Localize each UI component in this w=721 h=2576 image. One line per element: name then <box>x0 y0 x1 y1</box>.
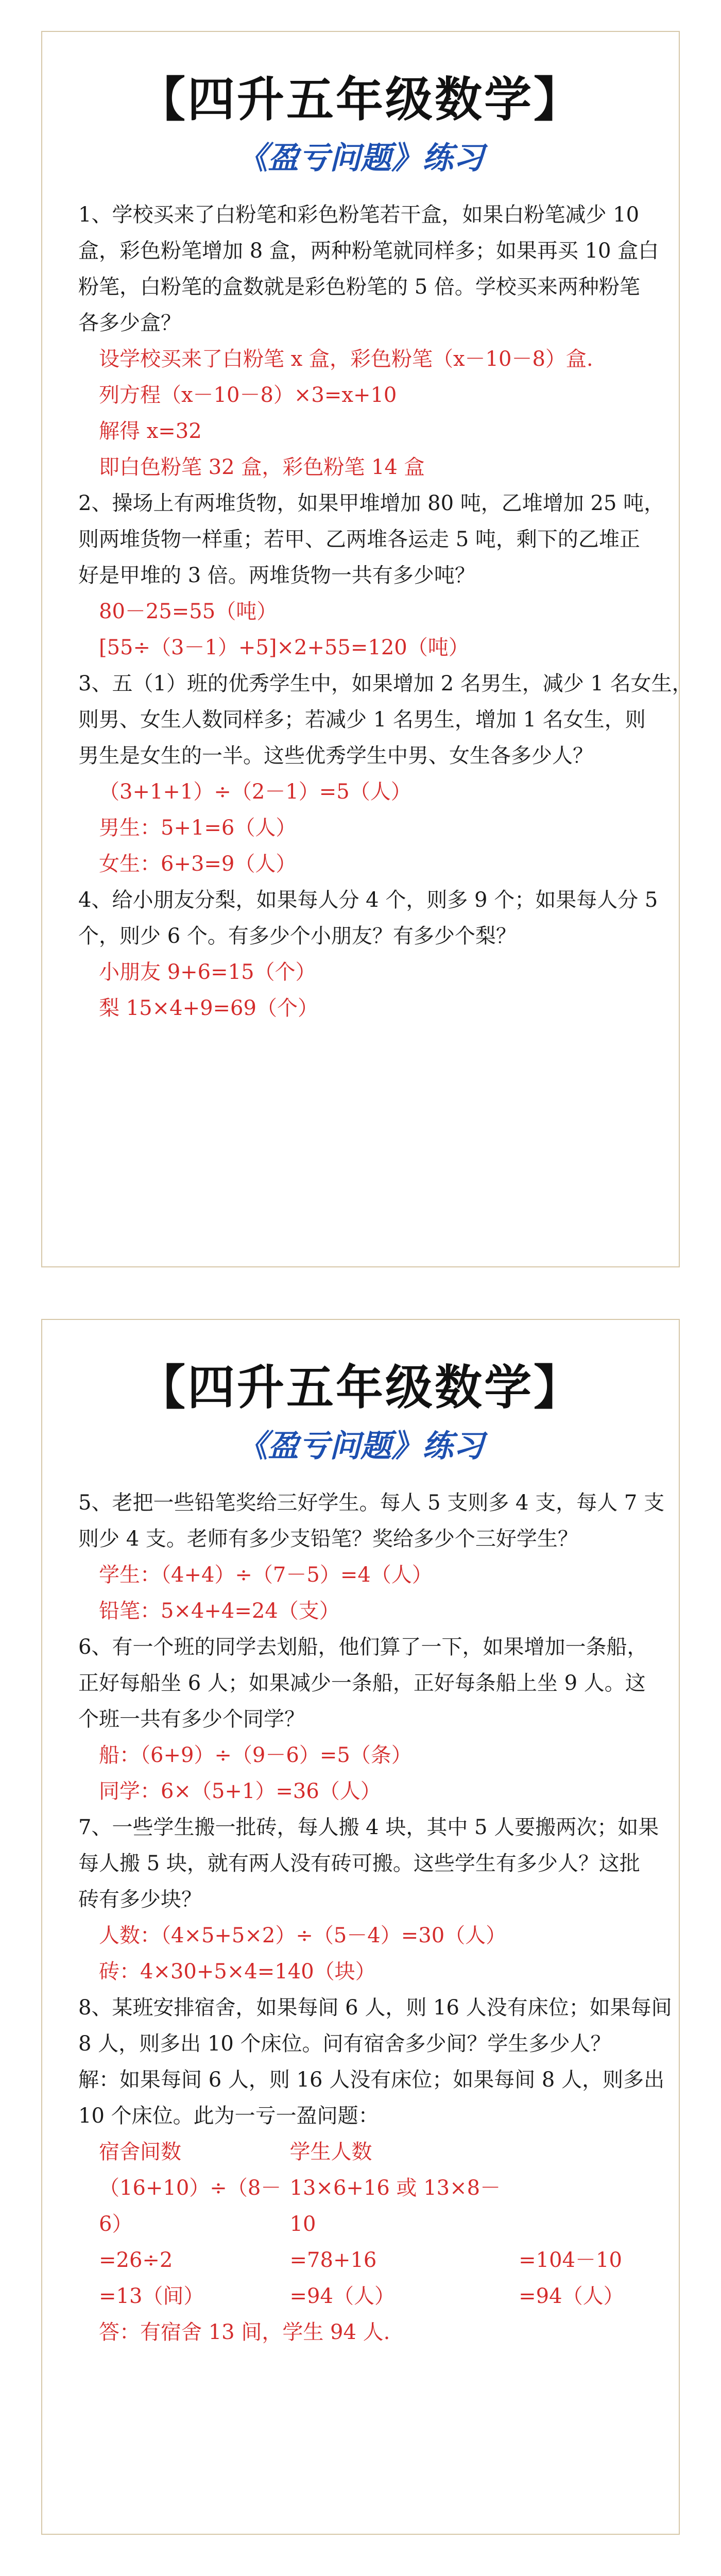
problem-line: 10 个床位。此为一亏一盈问题： <box>78 2104 379 2128</box>
table-cell: =26÷2 <box>99 2248 173 2272</box>
table-cell: （16+10）÷（8－6） <box>99 2176 282 2236</box>
solution-line: 船：（6+9）÷（9－6）=5（条） <box>99 1743 412 1767</box>
page-subtitle: 《盈亏问题》练习 <box>237 1428 484 1464</box>
table-row <box>78 2134 643 2170</box>
solution-line: 列方程（x－10－8）×3=x+10 <box>99 383 397 407</box>
problem-line: 8 人，则多出 10 个床位。问有宿舍多少间？学生多少人？ <box>78 2032 611 2056</box>
table-cell <box>519 2134 643 2170</box>
table-cell: =78+16 <box>289 2248 377 2272</box>
page-title: 【四升五年级数学】 <box>138 1360 583 1415</box>
solution-line: 80－25=55（吨） <box>99 600 278 623</box>
problem-line: 砖有多少块？ <box>78 1888 202 1911</box>
table-row <box>78 2170 643 2242</box>
solution-line: 小朋友 9+6=15（个） <box>99 960 316 984</box>
problem-line: 每人搬 5 块，就有两人没有砖可搬。这些学生有多少人？这批 <box>78 1852 640 1875</box>
problem-line: 2、操场上有两堆货物，如果甲堆增加 80 吨，乙堆增加 25 吨， <box>78 492 665 515</box>
problem-line: 则两堆货物一样重；若甲、乙两堆各运走 5 吨，剩下的乙堆正 <box>78 528 640 551</box>
solution-line: 男生：5+1=6（人） <box>99 816 297 840</box>
problem-line: 3、五（1）班的优秀学生中，如果增加 2 名男生，减少 1 名女生， <box>78 672 693 696</box>
problem-line: 粉笔，白粉笔的盒数就是彩色粉笔的 5 倍。学校买来两种粉笔 <box>78 275 640 299</box>
solution-line: 砖：4×30+5×4=140（块） <box>99 1960 376 1984</box>
problem-line: 1、学校买来了白粉笔和彩色粉笔若干盒，如果白粉笔减少 10 <box>78 203 640 227</box>
solution-line: 梨 15×4+9=69（个） <box>99 996 318 1020</box>
solution-line: 即白色粉笔 32 盒，彩色粉笔 14 盒 <box>99 455 425 479</box>
problem-line: 5、老把一些铅笔奖给三好学生。每人 5 支则多 4 支，每人 7 支 <box>78 1491 665 1515</box>
solution-line: 人数：（4×5+5×2）÷（5－4）=30（人） <box>99 1924 507 1947</box>
table-cell: =94（人） <box>289 2284 395 2308</box>
problem-line: 则男、女生人数同样多；若减少 1 名男生，增加 1 名女生，则 <box>78 708 646 732</box>
solution-line: 学生：（4+4）÷（7－5）=4（人） <box>99 1563 433 1587</box>
dormitory-solution-table <box>78 2134 643 2314</box>
problem-line: 8、某班安排宿舍，如果每间 6 人，则 16 人没有床位；如果每间 <box>78 1996 672 2020</box>
worksheet-page-2 <box>41 1319 680 2535</box>
problem-line: 男生是女生的一半。这些优秀学生中男、女生各多少人？ <box>78 744 593 768</box>
problem-line: 7、一些学生搬一批砖，每人搬 4 块，其中 5 人要搬两次；如果 <box>78 1816 659 1839</box>
solution-line: 同学：6×（5+1）=36（人） <box>99 1780 381 1803</box>
solution-line: [55÷（3－1）+5]×2+55=120（吨） <box>99 636 469 659</box>
problem-line: 个班一共有多少个同学？ <box>78 1707 305 1731</box>
table-cell: 学生人数 <box>289 2140 372 2164</box>
problem-line: 解：如果每间 6 人，则 16 人没有床位；如果每间 8 人，则多出 <box>78 2068 665 2092</box>
page-subtitle: 《盈亏问题》练习 <box>237 140 484 176</box>
table-cell: =104－10 <box>519 2248 622 2272</box>
problem-line: 盒，彩色粉笔增加 8 盒，两种粉笔就同样多；如果再买 10 盒白 <box>78 239 659 263</box>
table-cell: =94（人） <box>519 2284 624 2308</box>
problem-line: 4、给小朋友分梨，如果每人分 4 个，则多 9 个；如果每人分 5 <box>78 888 658 912</box>
table-cell: =13（间） <box>99 2284 204 2308</box>
solution-line: 设学校买来了白粉笔 x 盒，彩色粉笔（x－10－8）盒. <box>99 347 593 371</box>
answer-line: 答：有宿舍 13 间，学生 94 人. <box>99 2320 390 2344</box>
problem-line: 个，则少 6 个。有多少个小朋友？有多少个梨？ <box>78 924 517 948</box>
page-title: 【四升五年级数学】 <box>138 72 583 127</box>
problem-line: 正好每船坐 6 人；如果减少一条船，正好每条船上坐 9 人。这 <box>78 1671 646 1695</box>
page-2-content <box>42 1469 679 2350</box>
solution-line: 女生：6+3=9（人） <box>99 852 297 876</box>
problem-line: 6、有一个班的同学去划船，他们算了一下，如果增加一条船， <box>78 1635 648 1659</box>
table-cell: 宿舍间数 <box>99 2140 181 2164</box>
table-cell <box>519 2170 643 2242</box>
problem-line: 各多少盒？ <box>78 311 181 335</box>
solution-line: 解得 x=32 <box>99 419 202 443</box>
worksheet-page-1 <box>41 31 693 1267</box>
page-1-content <box>42 181 693 1026</box>
problem-line: 好是甲堆的 3 倍。两堆货物一共有多少吨？ <box>78 564 475 587</box>
problem-line: 则少 4 支。老师有多少支铅笔？奖给多少个三好学生？ <box>78 1527 578 1551</box>
table-cell: 13×6+16 或 13×8－10 <box>289 2176 501 2236</box>
solution-line: （3+1+1）÷（2－1）=5（人） <box>99 780 411 804</box>
table-row <box>78 2278 643 2314</box>
solution-line: 铅笔：5×4+4=24（支） <box>99 1599 340 1623</box>
table-row <box>78 2242 643 2278</box>
